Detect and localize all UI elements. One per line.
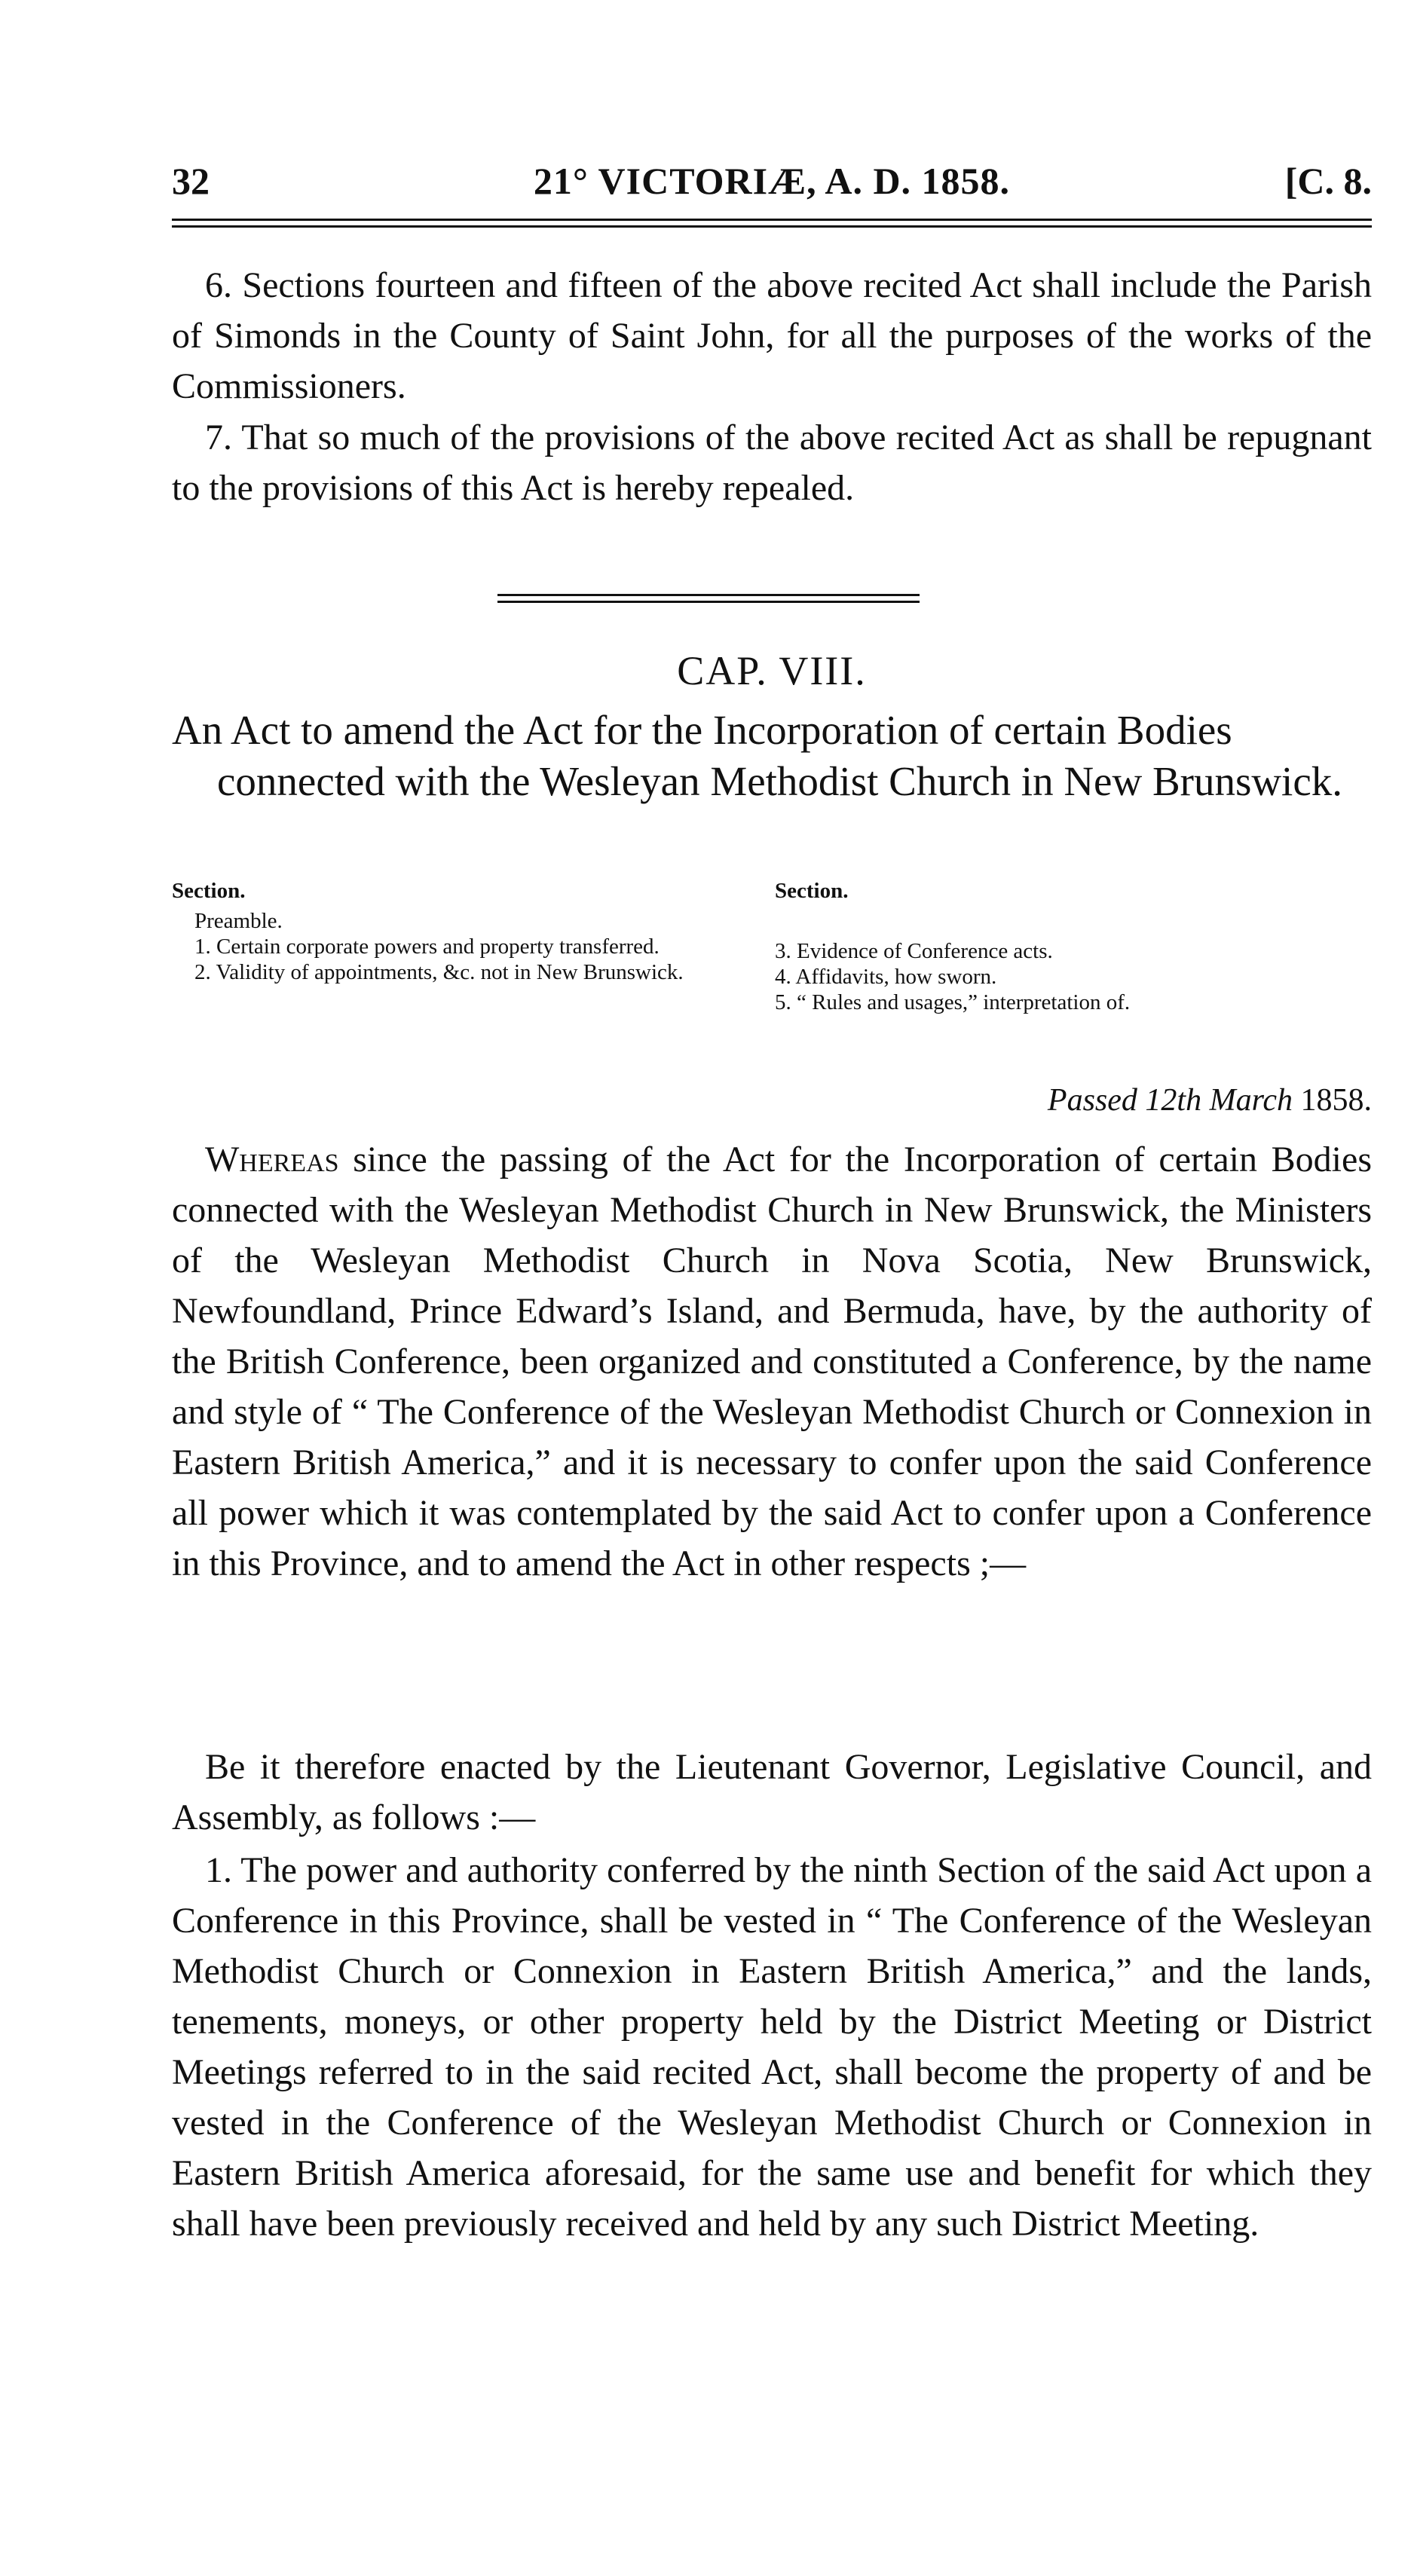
chapter-heading: CAP. VIII. — [677, 648, 867, 693]
preamble-paragraph — [172, 1134, 1372, 1589]
act-title: An Act to amend the Act for the Incorporation of certain Bodies connected with the Wesleyan Methodist Church in New Brunswick. — [172, 707, 1343, 804]
section-7-text: 7. That so much of the provisions of the above recited Act as shall be repugnant to the provisions of this Act is hereby repealed. — [172, 418, 1372, 508]
contents-left-column — [172, 878, 752, 985]
chapter-reference: [C. 8. — [1284, 160, 1372, 202]
contents-item-1: 1. Certain corporate powers and property transferred. — [194, 935, 660, 959]
contents-right-column — [775, 878, 1372, 1015]
passed-date — [1048, 1078, 1372, 1123]
preamble-first-word: Whereas — [205, 1140, 339, 1179]
enacting-clause-paragraph — [172, 1742, 1372, 1843]
header-rule — [172, 219, 1372, 228]
section-7-paragraph — [172, 412, 1372, 513]
contents-item-3: 3. Evidence of Conference acts. — [775, 939, 1053, 963]
section-6-paragraph — [172, 260, 1372, 411]
page-number: 32 — [172, 160, 210, 202]
contents-item-2: 2. Validity of appointments, &c. not in New Brunswick. — [194, 960, 684, 984]
page-header — [172, 154, 1372, 207]
running-title: 21° VICTORIÆ, A. D. 1858. — [533, 160, 1011, 202]
section-6-text: 6. Sections fourteen and fifteen of the above recited Act shall include the Parish of Simonds in the County of Saint John, for all the purposes of the works of the Commissioners. — [172, 265, 1372, 406]
preamble-text: since the passing of the Act for the Incorporation of certain Bodies connected with the Wesleyan Methodist Church in New Brunswick, the Ministers of the Wesleyan Methodist Church in Nova Scotia, New Brunswick, Newfoundland, Prince Edward’s Island, and Bermuda, have, by the authority of the British Conference, been organized and constituted a Conference, by the name and style of “ The Conference of the Wesleyan Methodist Church or Connexion in Eastern British America,” and it is necessary to confer upon the said Conference all power which it was contemplated by the said Act to confer upon a Conference in this Province, and to amend the Act in other respects ;— — [172, 1140, 1372, 1583]
contents-spacer — [775, 908, 1372, 938]
passed-label: Passed 12th March — [1047, 1083, 1293, 1118]
marginal-contents — [172, 878, 1372, 1074]
section-1-text: 1. The power and authority conferred by the ninth Section of the said Act upon a Conference in this Province, shall be vested in “ The Conference of the Wesleyan Methodist Church or Connexion in Eastern British America,” and the lands, tenements, moneys, or other property held by the District Meeting or District Meetings referred to in the said recited Act, shall become the property of and be vested in the Conference of the Wesleyan Methodist Church or Connexion in Eastern British America aforesaid, for the same use and benefit for which they shall have been previously received and held by any such District Meeting. — [172, 1850, 1372, 2244]
contents-preamble: Preamble. — [194, 909, 283, 933]
enacting-clause-text: Be it therefore enacted by the Lieutenant Governor, Legislative Council, and Assembly, as follows :— — [172, 1747, 1372, 1837]
passed-year: 1858. — [1300, 1083, 1372, 1118]
section-1-paragraph — [172, 1845, 1372, 2249]
contents-item-5: 5. “ Rules and usages,” interpretation of. — [775, 990, 1131, 1014]
section-divider-rule — [497, 594, 920, 603]
contents-right-header: Section. — [775, 879, 849, 903]
contents-left-header: Section. — [172, 879, 246, 903]
contents-item-4: 4. Affidavits, how sworn. — [775, 965, 997, 989]
